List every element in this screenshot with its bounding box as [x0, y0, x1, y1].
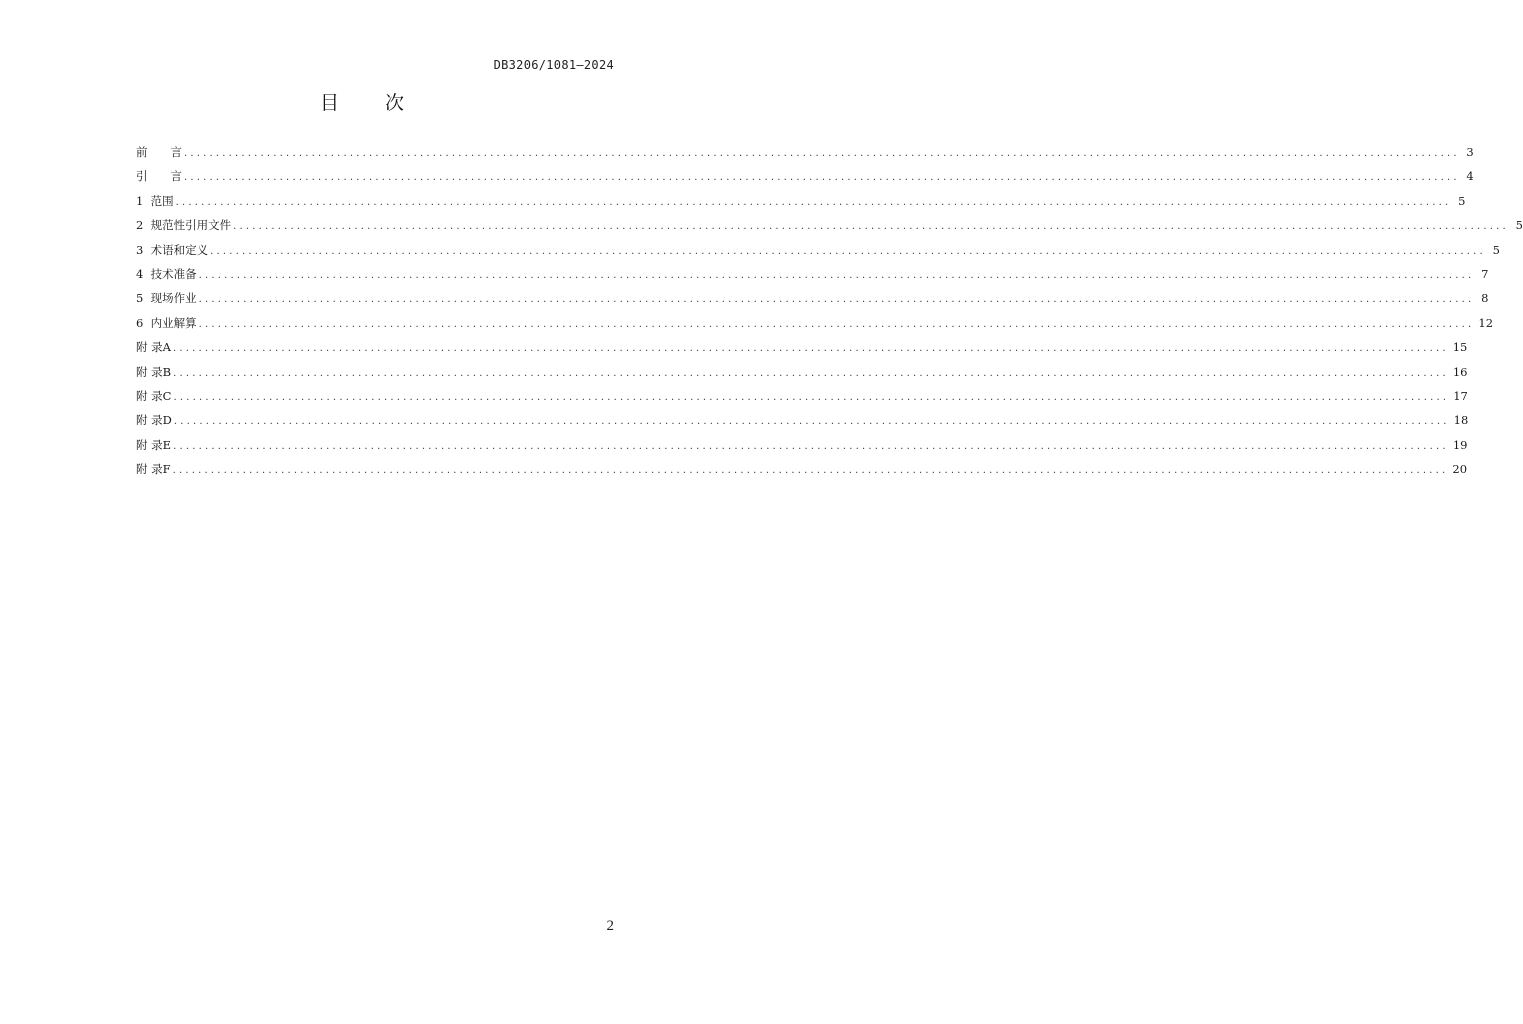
document-id: DB3206/1081—2024: [493, 58, 614, 72]
dot-leader: ........................................................................................................................................................................................................: [172, 465, 1449, 477]
toc-entry-label: 1 范围: [136, 193, 174, 208]
toc-entry-label: 附 录D: [136, 413, 172, 428]
toc-entry-appendix-a[interactable]: [136, 337, 1468, 361]
toc-entry-label: 附 录E: [136, 437, 172, 452]
toc-entry-appendix-d[interactable]: [136, 410, 1469, 434]
dot-leader: ........................................................................................................................................................................................................: [198, 318, 1475, 330]
toc-entry-page: 7: [1481, 266, 1489, 281]
toc-title: 目 次: [319, 92, 425, 114]
toc-entry-label: 附 录C: [136, 388, 172, 403]
toc-entry-appendix-b[interactable]: [136, 362, 1468, 386]
toc-entry-page: 5: [1515, 218, 1523, 233]
toc-entry-terms-definitions[interactable]: [136, 240, 1500, 264]
toc-entry-label: 5 现场作业: [136, 291, 197, 306]
toc-list: [136, 142, 1523, 483]
toc-entry-page: 15: [1452, 340, 1468, 355]
toc-entry-label: 附 录B: [136, 364, 172, 379]
toc-entry-label: 6 内业解算: [136, 315, 197, 330]
toc-entry-page: 18: [1453, 413, 1469, 428]
toc-entry-normative-references[interactable]: [136, 215, 1523, 239]
dot-leader: ........................................................................................................................................................................................................: [173, 416, 1450, 428]
toc-entry-field-work[interactable]: [136, 288, 1489, 312]
dot-leader: ........................................................................................................................................................................................................: [210, 245, 1486, 257]
toc-entry-label: 附 录A: [136, 340, 171, 355]
toc-entry-technical-preparation[interactable]: [136, 264, 1489, 288]
toc-entry-page: 16: [1452, 364, 1468, 379]
toc-entry-label: 3 术语和定义: [136, 242, 209, 257]
toc-entry-introduction[interactable]: [136, 166, 1474, 190]
toc-entry-page: 19: [1452, 437, 1468, 452]
dot-leader: ........................................................................................................................................................................................................: [184, 148, 1460, 159]
dot-leader: ........................................................................................................................................................................................................: [173, 367, 1449, 379]
toc-entry-page: 17: [1453, 388, 1468, 403]
toc-entry-page: 12: [1478, 315, 1494, 330]
toc-entry-label: 前 言: [136, 145, 182, 159]
dot-leader: ........................................................................................................................................................................................................: [184, 172, 1460, 184]
toc-entry-page: 3: [1466, 145, 1474, 159]
toc-entry-page: 5: [1492, 242, 1500, 257]
dot-leader: ........................................................................................................................................................................................................: [198, 269, 1475, 281]
toc-entry-label: 附 录F: [136, 462, 171, 477]
toc-entry-label: 引 言: [136, 169, 182, 184]
toc-entry-page: 8: [1481, 291, 1489, 306]
page-number: 2: [606, 918, 614, 934]
dot-leader: ........................................................................................................................................................................................................: [233, 221, 1509, 233]
toc-entry-appendix-f[interactable]: [136, 459, 1468, 483]
toc-entry-label: 2 规范性引用文件: [136, 218, 232, 233]
dot-leader: ........................................................................................................................................................................................................: [172, 343, 1449, 355]
toc-entry-page: 20: [1452, 462, 1468, 477]
toc-entry-preface[interactable]: [136, 142, 1474, 166]
dot-leader: ........................................................................................................................................................................................................: [175, 196, 1452, 208]
toc-entry-office-solution[interactable]: [136, 313, 1494, 337]
toc-entry-page: 4: [1466, 169, 1474, 184]
toc-entry-page: 5: [1458, 193, 1466, 208]
toc-entry-appendix-c[interactable]: [136, 386, 1468, 410]
dot-leader: ........................................................................................................................................................................................................: [173, 440, 1449, 452]
toc-entry-appendix-e[interactable]: [136, 435, 1468, 459]
dot-leader: ........................................................................................................................................................................................................: [198, 294, 1475, 306]
toc-entry-scope[interactable]: [136, 191, 1466, 215]
toc-entry-label: 4 技术准备: [136, 266, 197, 281]
dot-leader: ........................................................................................................................................................................................................: [173, 391, 1450, 403]
